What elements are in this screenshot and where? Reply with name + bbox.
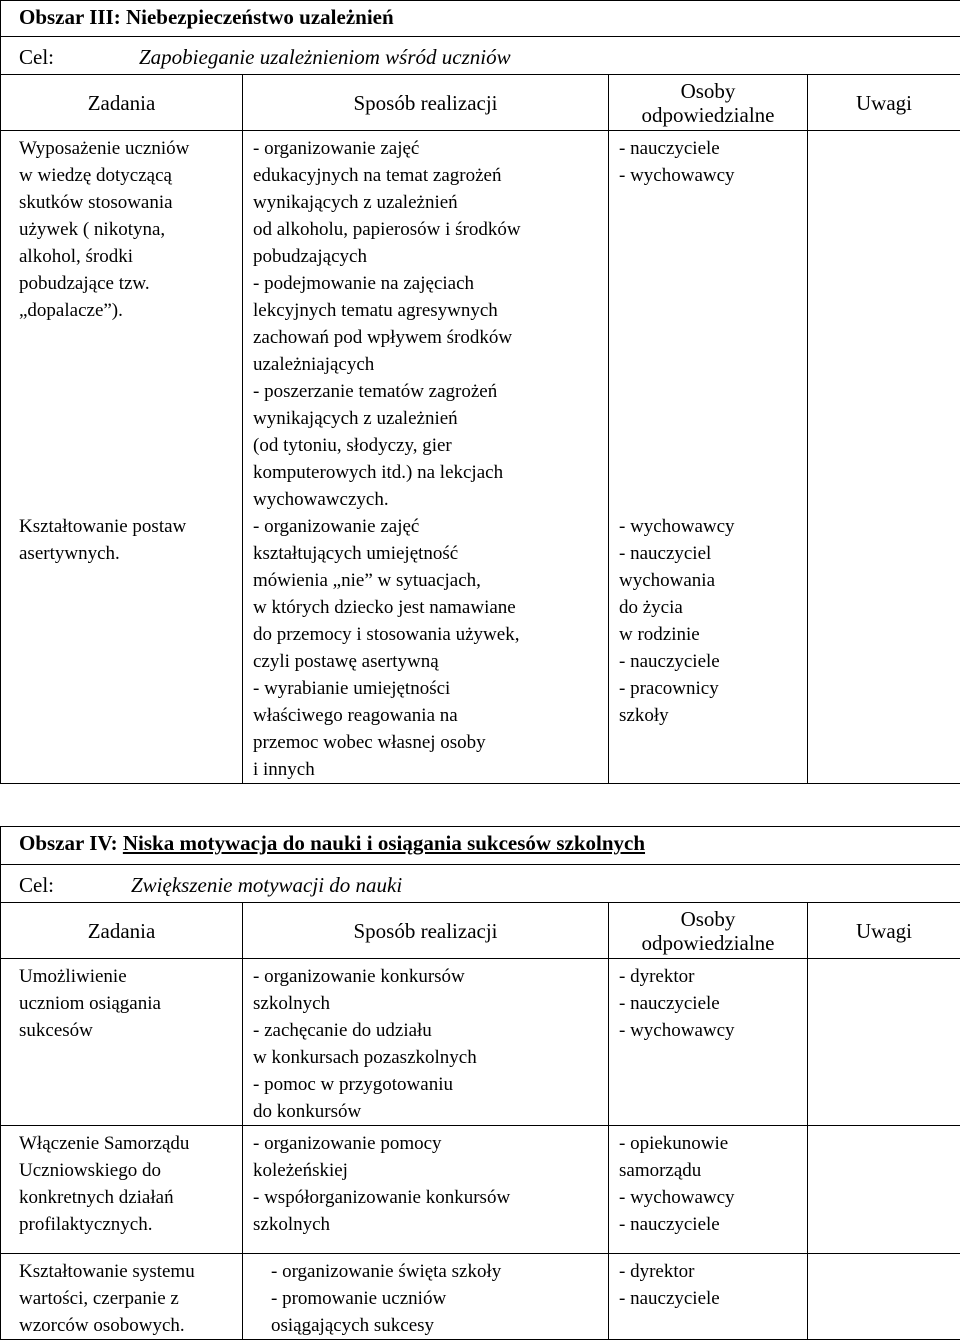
task-line: profilaktycznych. [19, 1211, 232, 1238]
area-4-row-3-notes [808, 1254, 960, 1340]
area-4-title-prefix: Obszar IV: [19, 831, 118, 855]
person-line: - nauczyciele [619, 990, 797, 1017]
area-4-row-2-notes [808, 1126, 960, 1254]
task-line: skutków stosowania [19, 189, 232, 216]
method-line: pobudzających [253, 243, 598, 270]
method-line: uzależniających [253, 351, 598, 378]
method-line: do konkursów [253, 1098, 598, 1125]
person-line: - nauczyciele [619, 1211, 797, 1238]
task-line: „dopalacze”). [19, 297, 232, 324]
header-tasks: Zadania [1, 75, 243, 131]
area-4-title-row [1, 827, 960, 865]
area-4-header-row [1, 903, 960, 959]
person-line: - nauczyciele [619, 135, 797, 162]
method-line: czyli postawę asertywną [253, 648, 598, 675]
area-3-title-prefix: Obszar III: [19, 5, 121, 29]
method-line: wynikających z uzależnień [253, 405, 598, 432]
task-line: w wiedzę dotyczącą [19, 162, 232, 189]
area-3-goal-row [1, 37, 960, 75]
method-line: właściwego reagowania na [253, 702, 598, 729]
task-line: wartości, czerpanie z [19, 1285, 232, 1312]
area-4-goal-label: Cel: [19, 873, 131, 898]
header-tasks: Zadania [1, 903, 243, 959]
method-line: - współorganizowanie konkursów [253, 1184, 598, 1211]
task-line: alkohol, środki [19, 243, 232, 270]
area-3-notes-cell [808, 131, 960, 784]
method-line: - pomoc w przygotowaniu [253, 1071, 598, 1098]
method-line: i innych [253, 756, 598, 783]
area-3-content-row [1, 131, 960, 784]
method-line: - organizowanie święta szkoły [271, 1258, 598, 1285]
method-line: mówienia „nie” w sytuacjach, [253, 567, 598, 594]
area-3-persons-1 [619, 135, 797, 513]
area-3-methods-cell [243, 131, 609, 784]
area-3-goal [1, 37, 960, 75]
area-4-goal-row [1, 865, 960, 903]
area-4-row-2-tasks [1, 1126, 243, 1254]
area-3-methods-2 [253, 513, 598, 783]
method-line: lekcyjnych tematu agresywnych [253, 297, 598, 324]
area-3-tasks-cell [1, 131, 243, 784]
method-line: (od tytoniu, słodyczy, gier [253, 432, 598, 459]
area-4-goal-text: Zwiększenie motywacji do nauki [131, 873, 402, 897]
area-4-row-2-methods [243, 1126, 609, 1254]
header-notes: Uwagi [808, 75, 960, 131]
task-line: Wyposażenie uczniów [19, 135, 232, 162]
area-4-row-3-methods [243, 1254, 609, 1340]
task-line: sukcesów [19, 1017, 232, 1044]
area-3-methods-1 [253, 135, 598, 513]
person-line: - wychowawcy [619, 1184, 797, 1211]
task-line: Umożliwienie [19, 963, 232, 990]
task-line: Kształtowanie systemu [19, 1258, 232, 1285]
method-line: do przemocy i stosowania używek, [253, 621, 598, 648]
area-4-row-1-methods [243, 959, 609, 1126]
area-4-title-text: Niska motywacja do nauki i osiągania sukcesów szkolnych [123, 831, 645, 855]
method-line: w konkursach pozaszkolnych [253, 1044, 598, 1071]
method-line: wynikających z uzależnień [253, 189, 598, 216]
area-3-persons-2 [619, 513, 797, 729]
area-3-goal-label: Cel: [19, 45, 139, 70]
method-line: - promowanie uczniów [271, 1285, 598, 1312]
area-4-row-2 [1, 1126, 960, 1254]
area-3-task-2 [19, 513, 232, 567]
person-line: do życia [619, 594, 797, 621]
person-line: wychowania [619, 567, 797, 594]
method-line: szkolnych [253, 990, 598, 1017]
method-line: - organizowanie zajęć [253, 513, 598, 540]
area-3-goal-text: Zapobieganie uzależnieniom wśród uczniów [139, 45, 511, 69]
task-line: Włączenie Samorządu [19, 1130, 232, 1157]
person-line: - wychowawcy [619, 513, 797, 540]
person-line: szkoły [619, 702, 797, 729]
method-line: wychowawczych. [253, 486, 598, 513]
person-line: - nauczyciele [619, 648, 797, 675]
person-line: - dyrektor [619, 963, 797, 990]
task-line: asertywnych. [19, 540, 232, 567]
person-line: samorządu [619, 1157, 797, 1184]
area-3-header-row [1, 75, 960, 131]
person-line: - opiekunowie [619, 1130, 797, 1157]
method-line: komputerowych itd.) na lekcjach [253, 459, 598, 486]
task-line: Kształtowanie postaw [19, 513, 232, 540]
area-4-goal [1, 865, 960, 903]
header-method: Sposób realizacji [243, 75, 609, 131]
area-4-row-2-persons [609, 1126, 808, 1254]
method-line: koleżeńskiej [253, 1157, 598, 1184]
person-line: - wychowawcy [619, 162, 797, 189]
area-3-title [1, 1, 960, 37]
area-4-row-1-persons [609, 959, 808, 1126]
header-persons: Osoby odpowiedzialne [609, 75, 808, 131]
header-persons: Osoby odpowiedzialne [609, 903, 808, 959]
task-line: uczniom osiągania [19, 990, 232, 1017]
area-4-row-1 [1, 959, 960, 1126]
task-line: Uczniowskiego do [19, 1157, 232, 1184]
area-3-title-text: Niebezpieczeństwo uzależnień [126, 5, 394, 29]
method-line: od alkoholu, papierosów i środków [253, 216, 598, 243]
task-line: używek ( nikotyna, [19, 216, 232, 243]
method-line: przemoc wobec własnej osoby [253, 729, 598, 756]
person-line: - pracownicy [619, 675, 797, 702]
task-line: konkretnych działań [19, 1184, 232, 1211]
task-line: wzorców osobowych. [19, 1312, 232, 1339]
area-4-row-3-tasks [1, 1254, 243, 1340]
person-line: - dyrektor [619, 1258, 797, 1285]
method-line: - poszerzanie tematów zagrożeń [253, 378, 598, 405]
method-line: kształtujących umiejętność [253, 540, 598, 567]
area-4-row-3 [1, 1254, 960, 1340]
area-4-table [0, 826, 960, 1340]
person-line: - nauczyciel [619, 540, 797, 567]
task-line: pobudzające tzw. [19, 270, 232, 297]
method-line: - wyrabianie umiejętności [253, 675, 598, 702]
method-line: w których dziecko jest namawiane [253, 594, 598, 621]
method-line: edukacyjnych na temat zagrożeń [253, 162, 598, 189]
method-line: - zachęcanie do udziału [253, 1017, 598, 1044]
method-line: - organizowanie pomocy [253, 1130, 598, 1157]
person-line: w rodzinie [619, 621, 797, 648]
method-line: - organizowanie konkursów [253, 963, 598, 990]
area-3-task-1 [19, 135, 232, 513]
area-4-title [1, 827, 960, 865]
person-line: - nauczyciele [619, 1285, 797, 1312]
method-line: zachowań pod wpływem środków [253, 324, 598, 351]
method-line: szkolnych [253, 1211, 598, 1238]
method-line: - organizowanie zajęć [253, 135, 598, 162]
method-line: - podejmowanie na zajęciach [253, 270, 598, 297]
area-4-row-3-persons [609, 1254, 808, 1340]
area-3-title-row [1, 1, 960, 37]
method-line: osiągających sukcesy [271, 1312, 598, 1339]
area-4-row-1-tasks [1, 959, 243, 1126]
area-3-persons-cell [609, 131, 808, 784]
header-method: Sposób realizacji [243, 903, 609, 959]
area-4-row-1-notes [808, 959, 960, 1126]
person-line: - wychowawcy [619, 1017, 797, 1044]
header-notes: Uwagi [808, 903, 960, 959]
